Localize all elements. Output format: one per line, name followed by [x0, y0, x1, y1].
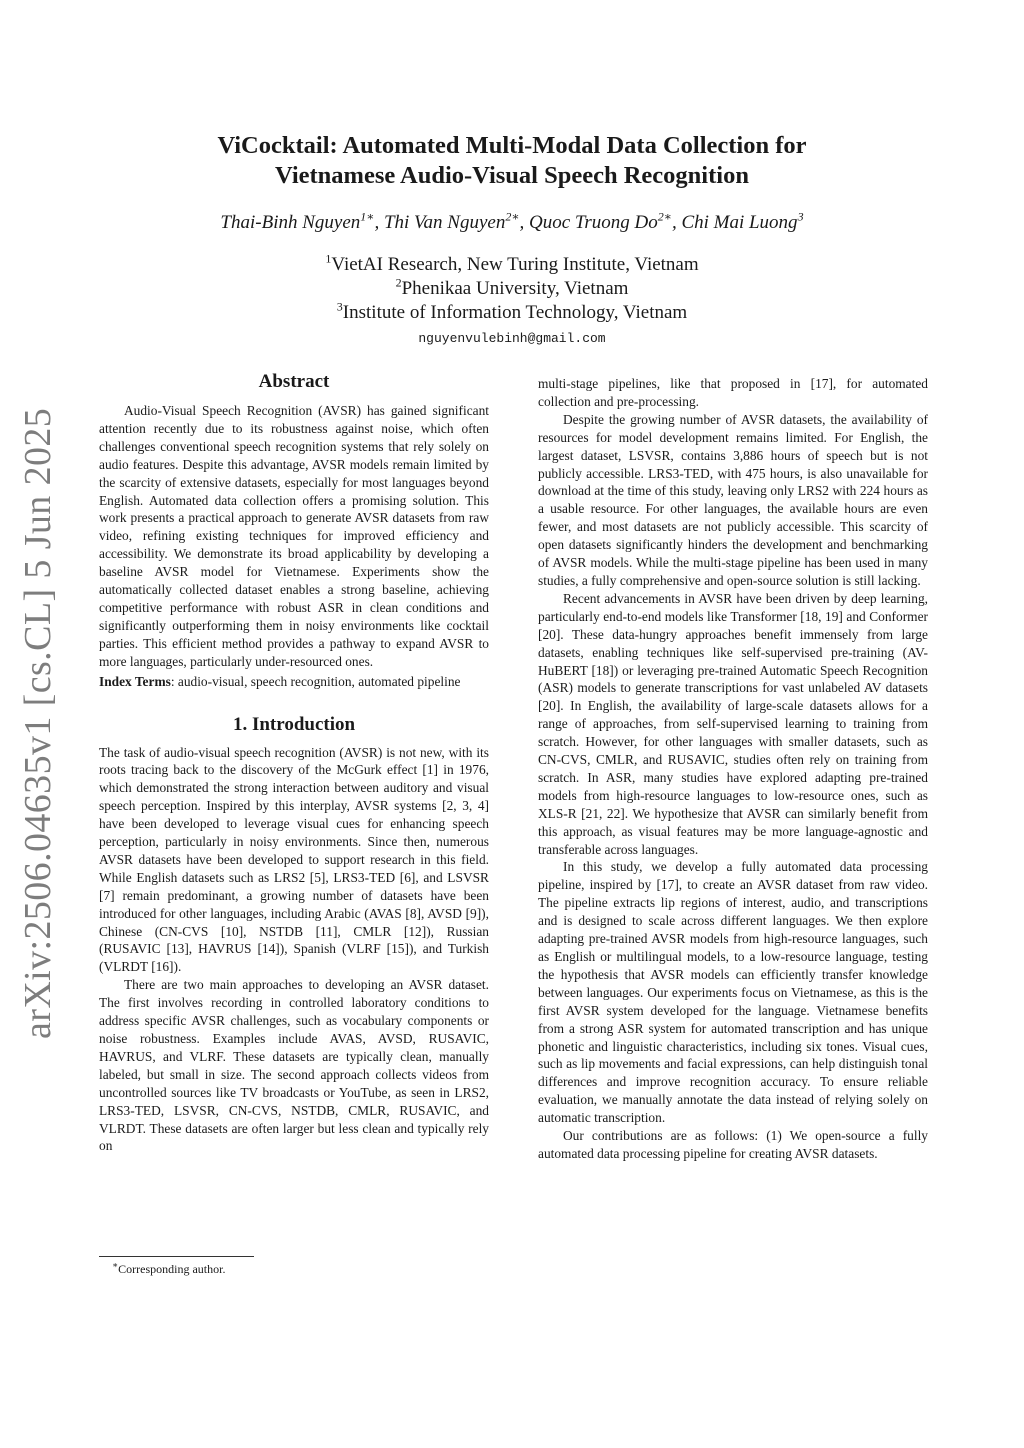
footnote-text: Corresponding author.: [118, 1262, 226, 1276]
author-name: Chi Mai Luong: [681, 212, 798, 233]
paragraph: Our contributions are as follows: (1) We open-source a fully automated data processing pipeline for creating AVSR datasets.: [538, 1128, 928, 1161]
paragraph: multi-stage pipelines, like that proposed in [17], for automated collection and pre-processing.: [538, 376, 928, 409]
author-mark: 2∗: [657, 209, 672, 224]
paragraph: The task of audio-visual speech recognition (AVSR) is not new, with its roots tracing back to the discovery of the McGurk effect [1] in 1976, which demonstrated the strong interaction between auditory and visual speech perception. Inspired by this interplay, AVSR systems [2, 3, 4] have been developed to leverage visual cues for enhancing speech perception, particularly in noisy environments. Since then, numerous AVSR datasets have been developed to support research in this field. While English datasets such as LRS2 [5], LRS3-TED [6], and LSVSR [7] remain predominant, a growing number of datasets have been introduced for other languages, including Arabic (AVAS [8], AVSD [9]), Chinese (CN-CVS [10], NSTDB [11], CMLR [12]), Russian (RUSAVIC [13], HAVRUS [14]), Spanish (VLRF [15]), and Turkish (VLRDT [16]).: [99, 744, 489, 975]
right-column: [538, 375, 928, 1163]
footnote: [112, 1262, 225, 1276]
title-line-2: Vietnamese Audio-Visual Speech Recognition: [275, 162, 749, 189]
author-list: Thai-Binh Nguyen$^{1∗}$, Thi Van Nguyen$^{2∗}$, Quoc Truong $Do^{2∗}$, Chi Mai Luong$^3$: [220, 209, 804, 233]
paragraph: There are two main approaches to developing an AVSR dataset. The first involves recording in controlled laboratory conditions to address specific AVSR challenges, such as vocabulary components or noise robustness. Examples include AVAS, AVSD, RUSAVIC, HAVRUS, and VLRF. These datasets are typically clean, manually labeled, but small in size. The second approach collects videos from uncontrolled sources like TV broadcasts or YouTube, as seen in LRS2, LRS3-TED, LSVSR, CN-CVS, NSTDB, CMLR, RUSAVIC, and VLRDT. These datasets are often larger but less clean and typically rely on: [99, 977, 489, 1154]
abstract-heading: Abstract: [258, 371, 330, 392]
paragraph: Despite the growing number of AVSR datasets, the availability of resources for model development remains limited. For English, the largest dataset, LSVSR, contains 3,886 hours of speech but is not publicly accessible. LRS3-TED, with 475 hours, is also unavailable for download at the time of this study, leaving only LRS2 with 224 hours as a usable resource. For other languages, the available hours are even fewer, and most datasets are not publicly accessible. This scarcity of open datasets significantly hinders the development and benchmarking of AVSR models. While the multi-stage pipeline has been used in many studies, a fully comprehensive and open-source solution is still lacking.: [538, 411, 928, 588]
index-terms: [99, 673, 489, 691]
affiliation-list: [0, 253, 1024, 325]
affiliation: $^1$VietAI Research, New Turing Institute, Vietnam: [325, 251, 699, 275]
paragraph: In this study, we develop a fully automated data processing pipeline, inspired by [17], to create an AVSR dataset from raw video. The pipeline extracts lip regions of interest, audio, and transcriptions and is designed to scale across different languages. We then explore adapting pre-trained AVSR models from high-resource languages, such as English or multilingual models, to a low-resource language, testing the hypothesis that AVSR models can efficiently transfer knowledge between languages. Our experiments focus on Vietnamese, as this is the first AVSR system developed for the language. Vietnamese benefits from a strong ASR system for automated transcription and has unique phonetic and linguistic characteristics, including six tones. Visual cues, such as lip movements and facial expressions, can help distinguish tonal differences and improve recognition accuracy. To ensure reliable evaluation, we manually annotate the data instead of relying solely on automatic transcription.: [538, 859, 928, 1126]
author-mark: 2∗: [505, 209, 520, 224]
title-line-1: ViCocktail: Automated Multi-Modal Data Collection for: [217, 132, 807, 159]
footnote-mark: ∗: [112, 1260, 119, 1270]
author-mark: 3: [797, 209, 804, 224]
introduction-heading: 1. Introduction: [232, 713, 356, 735]
index-terms-text: : audio-visual, speech recognition, automated pipeline: [170, 673, 461, 689]
author-name: Thai-Binh Nguyen: [220, 212, 361, 233]
paper-title: [0, 131, 1024, 191]
paragraph: Recent advancements in AVSR have been driven by deep learning, particularly end-to-end models like Transformer [18, 19] and Conformer [20]. These data-hungry approaches benefit immensely from large datasets, enabling techniques like self-supervised pre-training (AV-HuBERT [18]) or leveraging pre-trained Automatic Speech Recognition (ASR) models to generate transcriptions for vast unlabeled AV datasets [20]. In English, the availability of large-scale datasets allows for a range of approaches, from self-supervised learning to training from scratch. However, for other languages with smaller datasets, such as CN-CVS, CMLR, and RUSAVIC, studies often rely on training from scratch. In ASR, many studies have explored adapting pre-trained models from high-resource languages to low-resource ones, such as XLS-R [21, 22]. We hypothesize that AVSR can similarly benefit from this approach, as visual features may be more language-agnostic and transferable across languages.: [538, 590, 928, 857]
author-name: Quoc Truong Do: [528, 212, 658, 233]
affiliation: $^2$Phenikaa University, Vietnam: [395, 275, 629, 299]
abstract-text: Audio-Visual Speech Recognition (AVSR) has gained significant attention recently due to its robustness against noise, which often challenges conventional speech recognition systems that rely solely on audio features. Despite this advantage, AVSR models remain limited by the scarcity of extensive datasets, especially for most languages beyond English. Automated data collection offers a promising solution. This work presents a practical approach to generate AVSR datasets from raw video, refining existing techniques for improved efficiency and accessibility. We demonstrate its broad applicability by developing a baseline AVSR model for Vietnamese. Experiments show the automatically collected dataset enables a strong baseline, achieving competitive performance with robust ASR in clean conditions and significantly outperforming them in noisy environments like cocktail parties. This efficient method provides a pathway to expand AVSR to more languages, particularly under-resourced ones.: [99, 403, 489, 669]
author-mark: 1∗: [360, 209, 375, 224]
author-name: Thi Van Nguyen: [383, 212, 506, 233]
contact-email: nguyenvulebinh@gmail.com: [418, 331, 606, 346]
index-terms-label: Index Terms: [99, 673, 171, 689]
affiliation: $^3$Institute of Information Technology, Vietnam: [336, 299, 688, 323]
footnote-divider: [99, 1256, 254, 1257]
left-column: [99, 370, 489, 1155]
arxiv-stamp: arXiv:2506.04635v1 [cs.CL] 5 Jun 2025: [17, 407, 59, 1039]
